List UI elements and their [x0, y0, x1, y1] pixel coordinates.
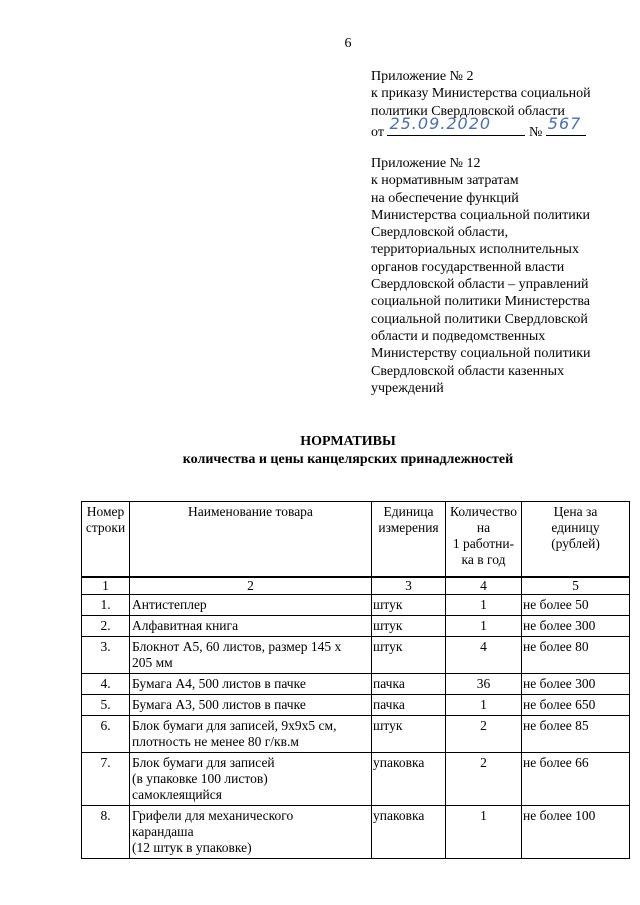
product-name-line: Блок бумаги для записей, 9х9х5 см, [132, 718, 337, 733]
row-number: 7. [82, 753, 130, 806]
table-row [82, 637, 630, 674]
product-name-line: Бумага А4, 500 листов в пачке [132, 676, 306, 691]
price: не более 650 [522, 695, 630, 716]
row-number: 8. [82, 806, 130, 859]
product-name [130, 806, 372, 859]
unit: штук [372, 595, 446, 616]
quantity: 2 [446, 753, 522, 806]
handwritten-number: 567 [547, 113, 582, 133]
appendix-norm-line: социальной политики Министерства [371, 294, 591, 310]
column-index: 1 [82, 577, 130, 595]
product-name [130, 716, 372, 753]
price: не более 100 [522, 806, 630, 859]
document-title: НОРМАТИВЫ [300, 434, 396, 449]
appendix-order-line3: политики Свердловской области [371, 103, 565, 119]
document-subtitle: количества и цены канцелярских принадлежностей [182, 452, 514, 467]
appendix-norm-line: органов государственной власти [371, 259, 565, 275]
appendix-norm-line: области и подведомственных [371, 328, 546, 344]
header-number: Номер строки [82, 502, 130, 571]
appendix-order-line2: к приказу Министерства социальной [371, 86, 591, 102]
product-name [130, 695, 372, 716]
column-index: 5 [522, 577, 630, 595]
product-name-line: Бумага А3, 500 листов в пачке [132, 697, 306, 712]
appendix-order-line1: Приложение № 2 [371, 69, 474, 84]
table-row [82, 753, 630, 806]
column-index-row [82, 577, 630, 595]
product-name [130, 637, 372, 674]
document-title-block [0, 433, 640, 469]
product-name [130, 753, 372, 806]
column-index: 4 [446, 577, 522, 595]
appendix-norm-line: территориальных исполнительных [371, 242, 579, 258]
unit: штук [372, 716, 446, 753]
column-index: 3 [372, 577, 446, 595]
header-name: Наименование товара [130, 502, 372, 571]
appendix-norm-line: Приложение № 12 [371, 156, 481, 171]
header-price: Цена за единицу (рублей) [522, 502, 630, 571]
page-number: 6 [344, 36, 352, 51]
product-name-line: Антистеплер [132, 597, 207, 612]
row-number: 3. [82, 637, 130, 674]
unit: штук [372, 637, 446, 674]
product-name-line: (12 штук в упаковке) [132, 840, 252, 855]
table-row [82, 595, 630, 616]
handwritten-date: 25.09.2020 [389, 113, 492, 133]
quantity: 1 [446, 806, 522, 859]
appendix-norm-block [371, 155, 631, 397]
product-name [130, 616, 372, 637]
appendix-norm-line: Свердловской области, [371, 225, 509, 241]
product-name-line: карандаша [132, 824, 194, 839]
unit: упаковка [372, 806, 446, 859]
norms-table [81, 501, 630, 859]
column-index: 2 [130, 577, 372, 595]
header-unit: Единица измерения [372, 502, 446, 571]
unit: штук [372, 616, 446, 637]
product-name-line: Блок бумаги для записей [132, 755, 275, 770]
header-quantity: Количество на 1 работни- ка в год [446, 502, 522, 571]
appendix-norm-line: учреждений [371, 380, 444, 396]
table-header-separator [82, 570, 630, 577]
row-number: 6. [82, 716, 130, 753]
unit: пачка [372, 674, 446, 695]
price: не более 300 [522, 674, 630, 695]
number-field [546, 113, 586, 136]
product-name-line: (в упаковке 100 листов) [132, 771, 268, 786]
product-name-line: Грифели для механического [132, 808, 294, 823]
price: не более 300 [522, 616, 630, 637]
quantity: 36 [446, 674, 522, 695]
row-number: 5. [82, 695, 130, 716]
row-number: 4. [82, 674, 130, 695]
appendix-norm-line: Министерству социальной политики [371, 346, 591, 362]
appendix-order-block [371, 68, 631, 141]
unit: упаковка [372, 753, 446, 806]
appendix-norm-line: Свердловской области – управлений [371, 277, 589, 293]
table-row [82, 695, 630, 716]
date-field [387, 113, 525, 136]
from-label: от [371, 124, 384, 140]
table-body [82, 595, 630, 859]
appendix-norm-line: Министерства социальной политики [371, 207, 591, 223]
row-number: 2. [82, 616, 130, 637]
price: не более 50 [522, 595, 630, 616]
appendix-norm-line: к нормативным затратам [371, 173, 519, 189]
quantity: 1 [446, 616, 522, 637]
product-name-line: 205 мм [132, 655, 173, 670]
table-row [82, 616, 630, 637]
appendix-norm-line: Свердловской области казенных [371, 363, 565, 379]
quantity: 4 [446, 637, 522, 674]
row-number: 1. [82, 595, 130, 616]
quantity: 1 [446, 595, 522, 616]
price: не более 85 [522, 716, 630, 753]
appendix-order-date-line [371, 113, 631, 141]
appendix-norm-line: социальной политики Свердловской [371, 311, 588, 327]
price: не более 66 [522, 753, 630, 806]
table-row [82, 806, 630, 859]
table-header-row [82, 502, 630, 571]
quantity: 1 [446, 695, 522, 716]
product-name-line: Блокнот А5, 60 листов, размер 145 х [132, 639, 342, 654]
appendix-norm-line: на обеспечение функций [371, 190, 519, 206]
quantity: 2 [446, 716, 522, 753]
product-name [130, 674, 372, 695]
number-label: № [528, 124, 543, 140]
product-name-line: Алфавитная книга [132, 618, 239, 633]
price: не более 80 [522, 637, 630, 674]
unit: пачка [372, 695, 446, 716]
table-row [82, 674, 630, 695]
product-name-line: плотность не менее 80 г/кв.м [132, 734, 299, 749]
product-name [130, 595, 372, 616]
table-row [82, 716, 630, 753]
product-name-line: самоклеящийся [132, 787, 222, 802]
